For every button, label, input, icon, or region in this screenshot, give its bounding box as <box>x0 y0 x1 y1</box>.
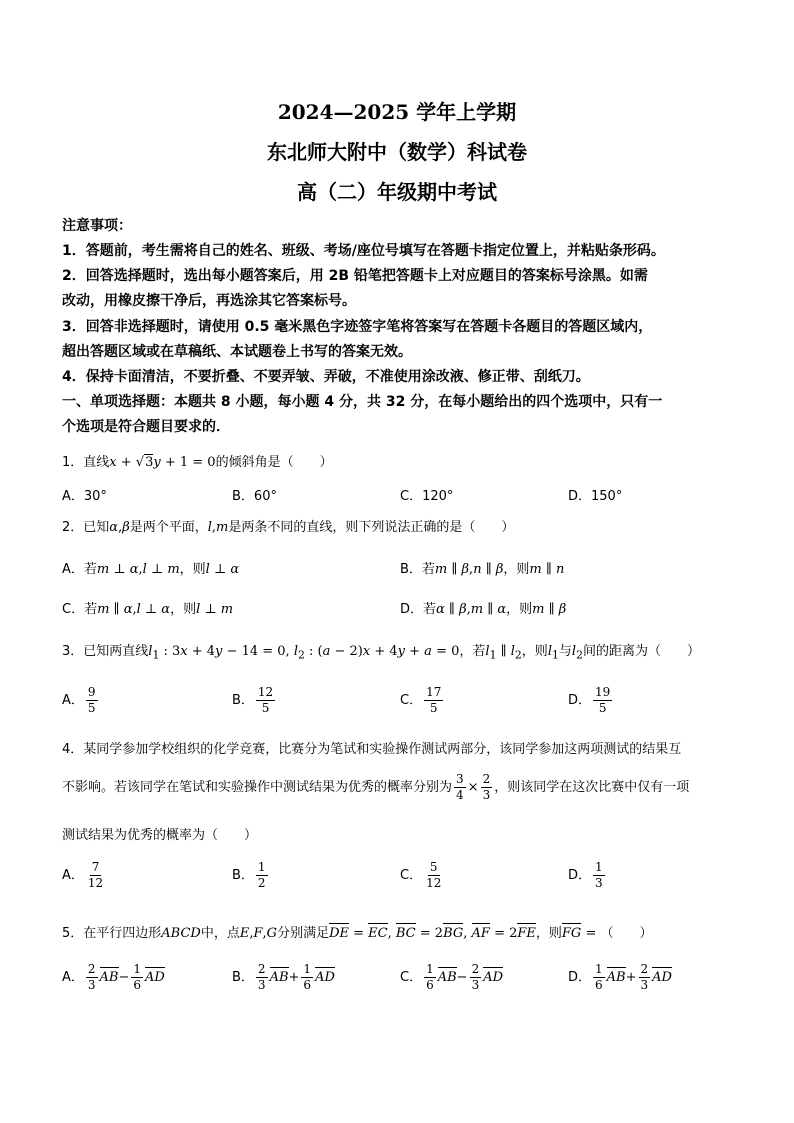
q3-option-d: D． $\frac{19}{5}$ <box>568 685 611 715</box>
q5-option-b: B． $\frac{2}{3}$ AB+ $\frac{1}{6}$ AD <box>232 962 335 992</box>
q5-option-c: C． $\frac{1}{6}$ AB− $\frac{2}{3}$ AD <box>400 962 504 992</box>
notice-item-3a: 3．回答非选择题时，请使用 0.5 毫米黑色字迹签字笔将答案写在答题卡各题目的答题区域内， <box>62 319 653 335</box>
notice-title: 注意事项： <box>62 218 132 234</box>
q1-option-b: B．60° <box>232 489 277 504</box>
question-4-line-1: 4．某同学参加学校组织的化学竞赛，比赛分为笔试和实验操作测试两部分，该同学参加这两项测试的结果互 <box>62 742 682 757</box>
q3-option-a: A． $\frac{9}{5}$ <box>62 685 96 715</box>
question-2: 2．已知α,β是两个平面，l,m是两条不同的直线，则下列说法正确的是（ ） <box>62 520 515 535</box>
q1-option-c: C．120° <box>400 489 454 504</box>
q2-option-a: A．若m ⊥ α,l ⊥ m，则l ⊥ α <box>62 562 240 577</box>
question-5: 5．在平行四边形ABCD中，点E,F,G分别满足DE = EC, BC = 2BG, AF = 2FE，则FG = （ ） <box>62 926 653 941</box>
q4-option-a: A． $\frac{7}{12}$ <box>62 860 104 890</box>
question-1: 1．直线x + √3y + 1 = 0的倾斜角是（ ） <box>62 455 333 470</box>
question-4-line-3: 测试结果为优秀的概率为（ ） <box>62 828 258 843</box>
q4-option-d: D． $\frac{1}{3}$ <box>568 860 603 890</box>
notice-item-3b: 超出答题区域或在草稿纸、本试题卷上书写的答案无效。 <box>62 344 412 360</box>
q4-option-c: C． $\frac{5}{12}$ <box>400 860 442 890</box>
q3-option-b: B． $\frac{12}{5}$ <box>232 685 274 715</box>
q1-prefix: 1．直线 <box>62 455 110 470</box>
q5-option-a: A． $\frac{2}{3}$ AB− $\frac{1}{6}$ AD <box>62 962 165 992</box>
q2-option-c: C．若m ∥ α,l ⊥ α，则l ⊥ m <box>62 602 234 617</box>
q1-suffix: 的倾斜角是（ ） <box>215 455 333 470</box>
q4-option-b: B． $\frac{1}{2}$ <box>232 860 266 890</box>
q1-equation: x <box>109 455 117 470</box>
section-1-heading: 一、单项选择题：本题共 8 小题，每小题 4 分，共 32 分，在每小题给出的四个选项中，只有一 <box>62 394 663 410</box>
q1-option-a: A．30° <box>62 489 107 504</box>
exam-grade-title: 高（二）年级期中考试 <box>297 180 497 204</box>
notice-item-2a: 2．回答选择题时，选出每小题答案后，用 2B 铅笔把答题卡上对应题目的答案标号涂黑。如需 <box>62 268 648 284</box>
q2-option-d: D．若α ∥ β,m ∥ α，则m ∥ β <box>400 602 567 617</box>
q3-option-c: C． $\frac{17}{5}$ <box>400 685 442 715</box>
notice-item-2b: 改动，用橡皮擦干净后，再选涂其它答案标号。 <box>62 293 356 309</box>
question-4-line-2: 不影响。若该同学在笔试和实验操作中测试结果为优秀的概率分别为 $\frac{3}{4}$ × $\frac{2}{3}$ ，则该同学在这次比赛中仅有一项 <box>62 772 690 802</box>
q2-option-b: B．若m ∥ β,n ∥ β，则m ∥ n <box>400 562 565 577</box>
question-3: 3．已知两直线$l_1$ : 3x + 4y − 14 = 0, $l_2$ : (a − 2)x + 4y + a = 0，若$l_1$ ∥ $l_2$，则$l_1$与$l_2$间的距离为（ ） <box>62 644 700 662</box>
exam-year-title: 2024—2025 学年上学期 <box>277 100 517 124</box>
exam-school-title: 东北师大附中（数学）科试卷 <box>267 140 527 164</box>
notice-item-1: 1．答题前，考生需将自己的姓名、班级、考场/座位号填写在答题卡指定位置上，并粘贴条形码。 <box>62 243 665 259</box>
notice-item-4: 4．保持卡面清洁，不要折叠、不要弄皱、弄破，不准使用涂改液、修正带、刮纸刀。 <box>62 369 590 385</box>
q5-option-d: D． $\frac{1}{6}$ AB+ $\frac{2}{3}$ AD <box>568 962 672 992</box>
q1-option-d: D．150° <box>568 489 623 504</box>
section-1-heading-cont: 个选项是符合题目要求的． <box>62 419 230 435</box>
